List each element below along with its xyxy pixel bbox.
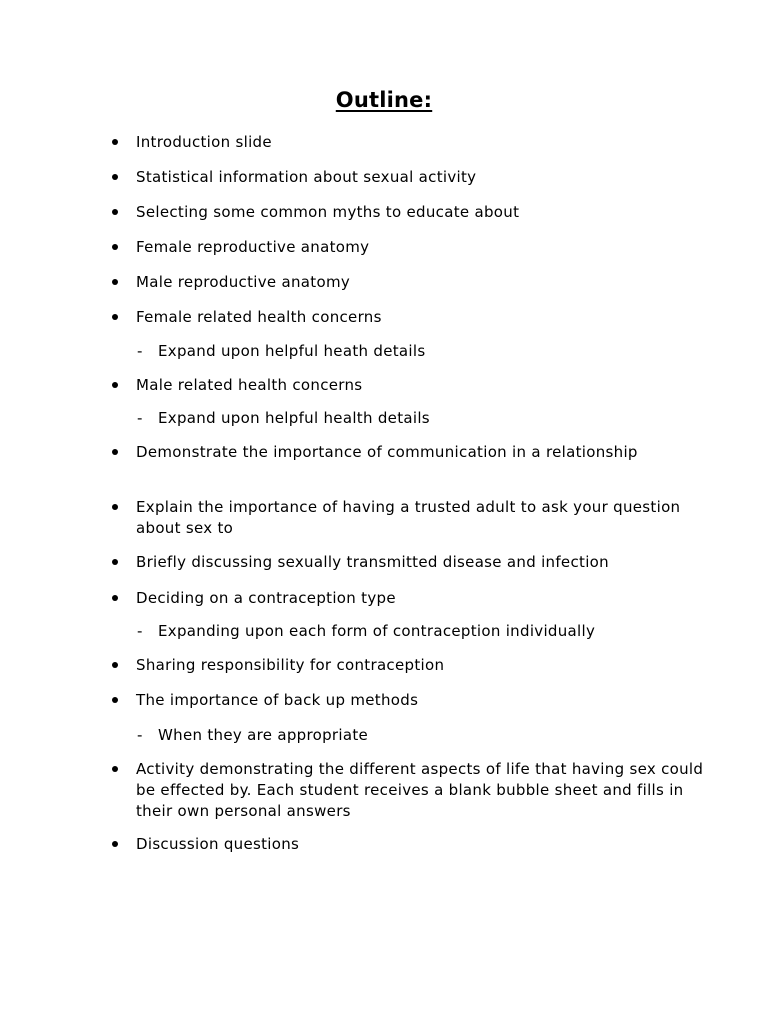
dash-marker: - <box>137 622 143 640</box>
list-item-text: Introduction slide <box>136 133 272 151</box>
list-item-text: Expand upon helpful heath details <box>158 342 426 360</box>
bullet-icon <box>112 382 118 388</box>
list-item-text: Briefly discussing sexually transmitted disease and infection <box>136 553 609 571</box>
bullet-icon <box>112 314 118 320</box>
list-item-text: Female related health concerns <box>136 308 382 326</box>
list-item-text: Activity demonstrating the different aspects of life that having sex could be effected by. Each student receives a blank bubble sheet and fills in their own personal answers <box>136 760 704 820</box>
list-item-text: Expanding upon each form of contraception individually <box>158 622 596 640</box>
bullet-icon <box>112 244 118 250</box>
bullet-icon <box>112 139 118 145</box>
list-item-text: Demonstrate the importance of communication in a relationship <box>136 443 638 461</box>
list-item-text: Sharing responsibility for contraception <box>136 656 445 674</box>
bullet-icon <box>112 841 118 847</box>
bullet-icon <box>112 697 118 703</box>
page-title: Outline: <box>335 88 433 112</box>
bullet-icon <box>112 559 118 565</box>
list-item-text: Male reproductive anatomy <box>136 273 351 291</box>
bullet-icon <box>112 279 118 285</box>
bullet-icon <box>112 209 118 215</box>
list-item-text: Selecting some common myths to educate about <box>136 203 520 221</box>
bullet-icon <box>112 662 118 668</box>
dash-marker: - <box>137 726 143 744</box>
bullet-icon <box>112 174 118 180</box>
list-item-text: Male related health concerns <box>136 376 363 394</box>
list-item-text: Discussion questions <box>136 835 300 853</box>
bullet-icon <box>112 766 118 772</box>
list-item-text: The importance of back up methods <box>136 691 419 709</box>
dash-marker: - <box>137 409 143 427</box>
list-item-text: Deciding on a contraception type <box>136 589 396 607</box>
list-item-text: When they are appropriate <box>158 726 369 744</box>
dash-marker: - <box>137 342 143 360</box>
bullet-icon <box>112 595 118 601</box>
list-item-text: Female reproductive anatomy <box>136 238 370 256</box>
list-item-text: Statistical information about sexual activity <box>136 168 477 186</box>
bullet-icon <box>112 449 118 455</box>
list-item-text: Explain the importance of having a trusted adult to ask your question about sex to <box>136 498 681 537</box>
bullet-icon <box>112 504 118 510</box>
list-item-text: Expand upon helpful health details <box>158 409 430 427</box>
